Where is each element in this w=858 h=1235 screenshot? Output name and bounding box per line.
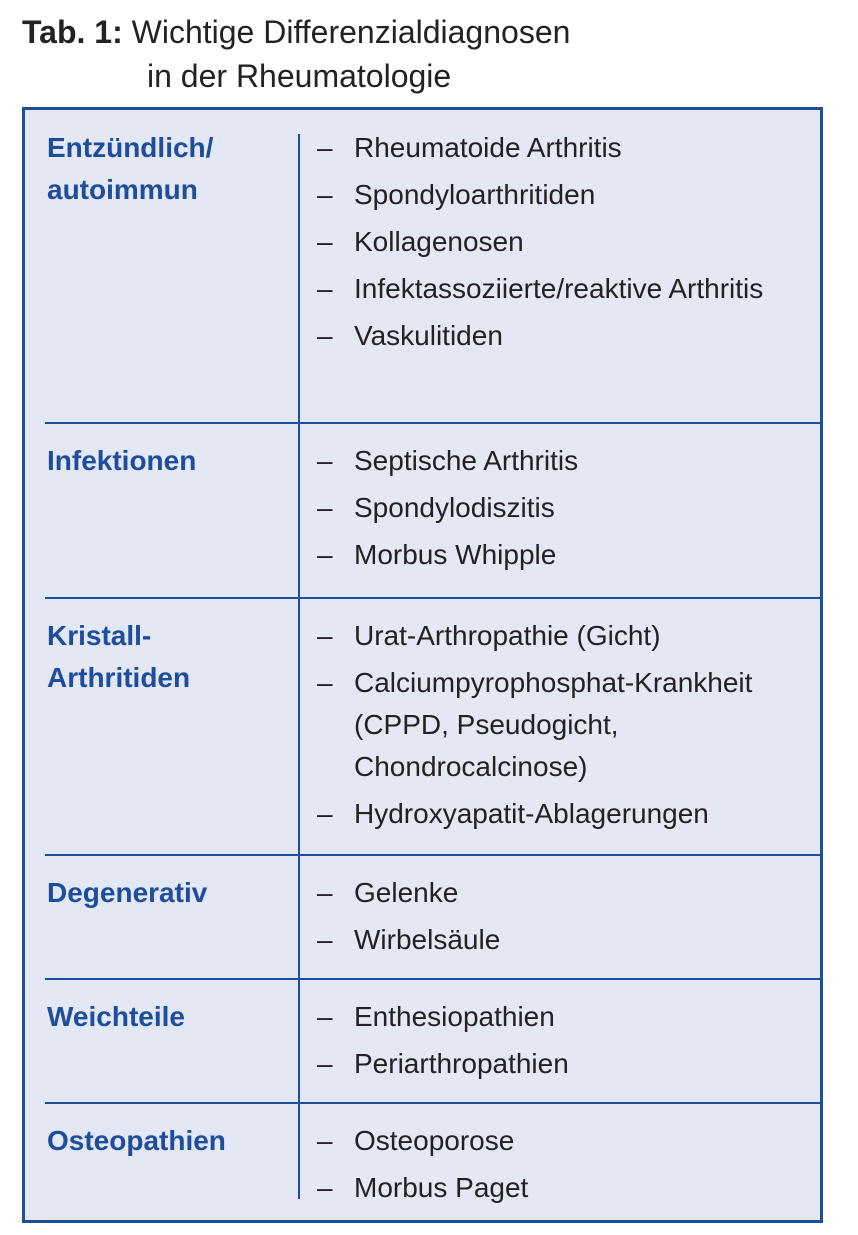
list-item: – Morbus Paget bbox=[317, 1172, 529, 1203]
row-divider bbox=[45, 597, 822, 599]
category-label: Osteopathien bbox=[47, 1125, 226, 1156]
caption-title-line2: in der Rheumatologie bbox=[147, 58, 452, 94]
diagnosis-list bbox=[317, 440, 817, 581]
list-item: – Wirbelsäule bbox=[317, 924, 501, 955]
diagnosis-list bbox=[317, 1120, 817, 1214]
row-divider bbox=[45, 978, 822, 980]
category-label: Weichteile bbox=[47, 1001, 185, 1032]
caption-label: Tab. 1: bbox=[22, 14, 123, 50]
caption-title-line1: Wichtige Differenzialdiagnosen bbox=[131, 14, 571, 50]
diagnosis-list bbox=[317, 996, 817, 1090]
category-label: Degenerativ bbox=[47, 877, 208, 908]
category-label: Kristall- Arthritiden bbox=[47, 620, 191, 693]
list-item: – Calciumpyrophosphat-Krankheit (CPPD, Pseudogicht, Chondrocalcinose) bbox=[317, 667, 753, 782]
column-divider bbox=[298, 134, 300, 1199]
list-item: – Rheumatoide Arthritis bbox=[317, 132, 622, 163]
list-item: – Hydroxyapatit-Ablagerungen bbox=[317, 798, 709, 829]
category-label: Infektionen bbox=[47, 445, 197, 476]
row-divider bbox=[45, 422, 822, 424]
diagnosis-list bbox=[317, 615, 817, 840]
list-item: – Septische Arthritis bbox=[317, 445, 579, 476]
list-item: – Gelenke bbox=[317, 877, 459, 908]
list-item: – Vaskulitiden bbox=[317, 320, 503, 351]
list-item: – Spondylodiszitis bbox=[317, 492, 555, 523]
diagnosis-table bbox=[22, 107, 823, 1223]
list-item: – Periarthropathien bbox=[317, 1048, 569, 1079]
list-item: – Spondyloarthritiden bbox=[317, 179, 596, 210]
diagnosis-list bbox=[317, 872, 817, 966]
table-caption bbox=[22, 10, 570, 98]
category-label: Entzündlich/ autoimmun bbox=[47, 132, 214, 205]
list-item: – Osteoporose bbox=[317, 1125, 515, 1156]
list-item: – Infektassoziierte/reaktive Arthritis bbox=[317, 273, 764, 304]
list-item: – Urat-Arthropathie (Gicht) bbox=[317, 620, 661, 651]
row-divider bbox=[45, 854, 822, 856]
row-divider bbox=[45, 1102, 822, 1104]
diagnosis-list bbox=[317, 127, 817, 362]
list-item: – Morbus Whipple bbox=[317, 539, 557, 570]
list-item: – Kollagenosen bbox=[317, 226, 524, 257]
list-item: – Enthesiopathien bbox=[317, 1001, 555, 1032]
